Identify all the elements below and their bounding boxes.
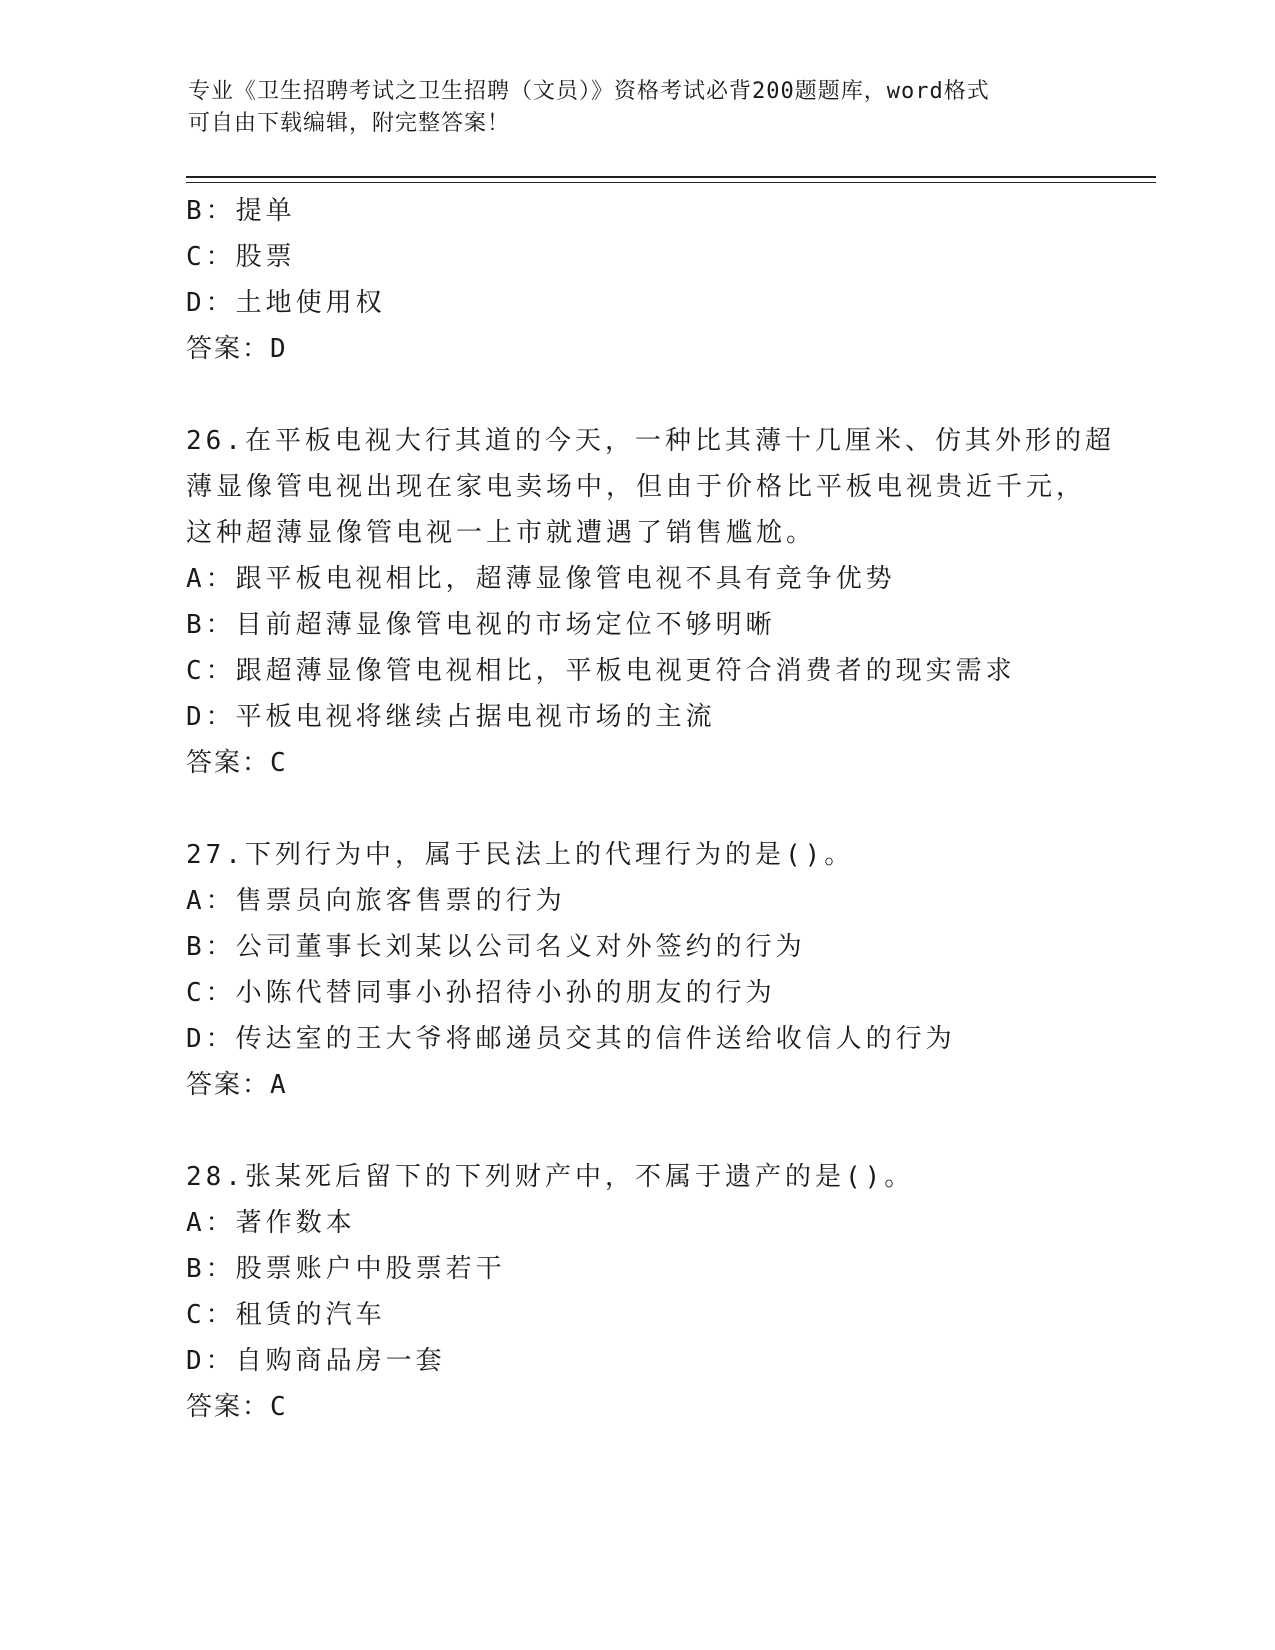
header-line-1: 专业《卫生招聘考试之卫生招聘（文员）》资格考试必背200题题库，word格式 (188, 79, 990, 104)
option-c: C：小陈代替同事小孙招待小孙的朋友的行为 (186, 978, 776, 1008)
answer: 答案：C (186, 748, 288, 778)
option-a: A：售票员向旅客售票的行为 (186, 886, 566, 916)
document-header (188, 76, 1088, 140)
answer: 答案：A (186, 1070, 288, 1100)
option-c: C：股票 (186, 242, 296, 272)
question-stem-line: 26.在平板电视大行其道的今天，一种比其薄十几厘米、仿其外形的超 (186, 426, 1115, 456)
header-divider-thin (186, 182, 1156, 183)
question-25-tail (186, 188, 1146, 372)
question-26 (186, 418, 1146, 786)
option-d: D：传达室的王大爷将邮递员交其的信件送给收信人的行为 (186, 1024, 956, 1054)
option-d: D：土地使用权 (186, 288, 386, 318)
option-d: D：自购商品房一套 (186, 1346, 446, 1376)
question-stem-line: 薄显像管电视出现在家电卖场中，但由于价格比平板电视贵近千元， (186, 472, 1087, 502)
option-c: C：租赁的汽车 (186, 1300, 386, 1330)
option-d: D：平板电视将继续占据电视市场的主流 (186, 702, 716, 732)
option-b: B：公司董事长刘某以公司名义对外签约的行为 (186, 932, 806, 962)
question-stem-line: 28.张某死后留下的下列财产中，不属于遗产的是()。 (186, 1162, 915, 1192)
option-a: A：跟平板电视相比，超薄显像管电视不具有竞争优势 (186, 564, 896, 594)
question-stem-line: 27.下列行为中，属于民法上的代理行为的是()。 (186, 840, 855, 870)
option-a: A：著作数本 (186, 1208, 356, 1238)
question-28 (186, 1154, 1146, 1430)
option-b: B：目前超薄显像管电视的市场定位不够明晰 (186, 610, 776, 640)
option-b: B：股票账户中股票若干 (186, 1254, 506, 1284)
header-divider-thick (186, 176, 1156, 178)
answer: 答案：D (186, 334, 288, 364)
question-stem-line: 这种超薄显像管电视一上市就遭遇了销售尴尬。 (186, 518, 817, 548)
answer: 答案：C (186, 1392, 288, 1422)
question-27 (186, 832, 1146, 1108)
option-c: C：跟超薄显像管电视相比，平板电视更符合消费者的现实需求 (186, 656, 1016, 686)
option-b: B：提单 (186, 196, 296, 226)
header-line-2: 可自由下载编辑，附完整答案！ (188, 111, 511, 136)
question-list (186, 188, 1146, 1430)
